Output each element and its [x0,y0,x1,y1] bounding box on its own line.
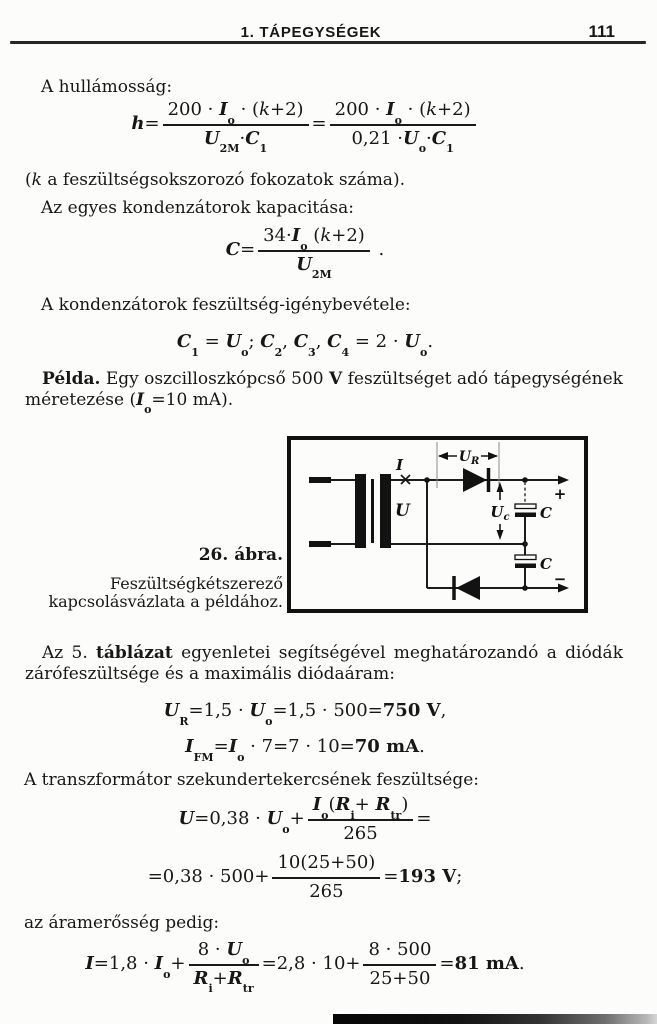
page-number: 111 [588,22,615,41]
running-header: 1. TÁPEGYSÉGEK [240,24,382,41]
current-label: I [396,456,404,474]
paragraph-transformer-intro: A transzformátor szekundertekercsének feszültsége: [24,770,480,790]
minus-sign: − [553,570,567,588]
capacitor-bottom-label: C [540,555,552,573]
paragraph-example: Példa. Egy oszcilloszkópcső 500 V feszültséget adó tápegységének méretezése ($I_o=10$ mA). [25,369,623,417]
paragraph-current-intro: az áramerősség pedig: [24,913,220,933]
formula-secondary-voltage-2: =0,38 · 500+ $\frac{10(25+50)}{265}$ =193 V; [147,852,463,902]
transformer-primary-leads [309,480,355,544]
formula-secondary-current: $I=1,8 \cdot I_o+$ $\frac{8 \cdot U_o}{R_i+R_{tr}}$ =2,8 · 10+ $\frac{8 \cdot 500}{25+50}$ =81 mA. [85,939,525,996]
header-rule [10,41,646,44]
capacitor-top-icon [515,482,536,544]
formula-capacitor-voltages: $C_1 = U_o$; $C_2$, $C_3$, $C_4 = 2 \cdot U_o$. [176,331,434,359]
paragraph-capacitance-intro: Az egyes kondenzátorok kapacitása: [41,198,354,218]
plus-sign: + [553,485,567,503]
figure-caption-label: 26. ábra. [198,545,283,565]
paragraph-voltage-stress-intro: A kondenzátorok feszültség-igénybevétele: [41,295,411,315]
formula-capacitance: C= $\frac{34\cdot I_o (k+2)}{U_{2M}}$ . [225,225,385,282]
winding-voltage-label: U [395,501,410,521]
capacitor-bottom-icon [515,544,536,588]
plus-terminal [558,476,569,485]
junction-dot [424,477,430,483]
figure-26-circuit [287,436,588,613]
figure-caption-line1: Feszültségkétszerező [110,574,283,593]
transformer-symbol [355,474,391,548]
formula-peak-current: $I_{FM}=I_o \cdot 7=7 \cdot 10=70$ mA. [185,736,425,764]
uc-label: $U_c$ [490,503,510,523]
formula-ripple: h= $\frac{200 \cdot I_o \cdot (k+2)}{U_{2M}\cdot C_1}$ = $\frac{200 \cdot I_o \cdot (k+2)}{0,21 \cdot U_o\cdot C_1}$ [25,99,585,149]
junction-dot [522,477,528,483]
figure-caption-line2: kapcsolásvázlata a példához. [48,592,283,611]
paragraph-ripple-intro: A hullámosság: [41,77,173,97]
capacitor-top-label: C [540,504,552,522]
diode-bottom-icon [454,576,480,600]
scan-artifact-band [333,1014,657,1024]
figure-caption [20,545,283,611]
ur-label: $U_R$ [458,449,480,467]
formula-secondary-voltage-1: $U=0,38 \cdot U_o+$ $\frac{I_o(R_i+ R_{tr})}{265}$ = [178,794,432,844]
formula-reverse-voltage: $U_R=1,5 \cdot U_o=1,5 \cdot 500=750$ V, [163,700,447,728]
paragraph-table-reference: Az 5. táblázat egyenletei segítségével meghatározandó a diódák zárófeszültsége és a maximális diódaáram: [25,643,623,684]
paragraph-k-note: (k a feszültségsokszorozó fokozatok száma). [25,170,405,190]
diode-top-icon [463,468,489,492]
